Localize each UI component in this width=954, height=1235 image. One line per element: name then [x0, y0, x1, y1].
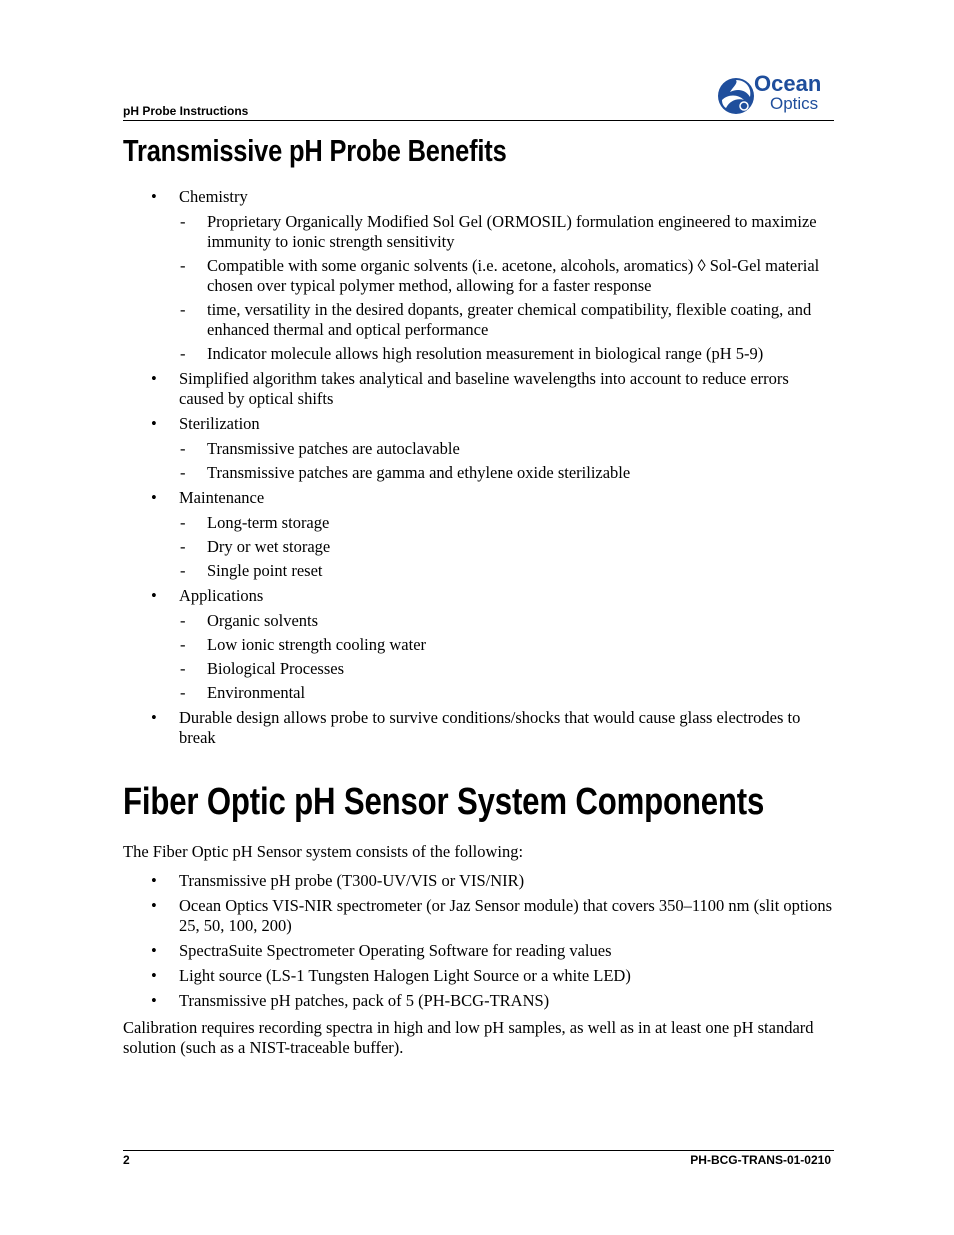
bullet-icon: •	[151, 187, 157, 206]
components-list	[123, 871, 834, 1016]
list-item-text: Ocean Optics VIS-NIR spectrometer (or Jaz Sensor module) that covers 350–1100 nm (slit options 25, 50, 100, 200)	[179, 896, 832, 935]
dash-icon: -	[180, 212, 186, 231]
sub-list	[179, 611, 834, 703]
benefits-list	[123, 187, 834, 753]
bullet-icon: •	[151, 488, 157, 507]
sub-list-item	[179, 300, 834, 340]
logo-line1: Ocean	[754, 71, 822, 96]
bullet-icon: •	[151, 871, 157, 890]
bullet-icon: •	[151, 586, 157, 605]
header-rule	[123, 120, 834, 121]
sub-list-item	[179, 537, 834, 557]
list-item	[123, 414, 834, 483]
bullet-icon: •	[151, 896, 157, 915]
list-item-text: Transmissive pH probe (T300-UV/VIS or VIS/NIR)	[179, 871, 525, 890]
dash-icon: -	[180, 256, 186, 275]
list-item	[123, 369, 834, 409]
sub-list-item	[179, 256, 834, 296]
dash-icon: -	[180, 611, 186, 630]
sub-list-item-text: Proprietary Organically Modified Sol Gel (ORMOSIL) formulation engineered to maximize immunity to ionic strength sensitivity	[207, 212, 817, 251]
list-item	[123, 708, 834, 748]
sub-list-item	[179, 513, 834, 533]
running-header: pH Probe Instructions	[123, 104, 249, 118]
dash-icon: -	[180, 439, 186, 458]
sub-list-item	[179, 683, 834, 703]
list-item-text: Sterilization	[179, 414, 260, 433]
sub-list-item-text: Low ionic strength cooling water	[207, 635, 427, 654]
sub-list	[179, 212, 834, 364]
components-intro: The Fiber Optic pH Sensor system consists of the following:	[123, 842, 524, 861]
list-item	[123, 991, 834, 1011]
dash-icon: -	[180, 635, 186, 654]
dash-icon: -	[180, 344, 186, 363]
list-item-text: Durable design allows probe to survive conditions/shocks that would cause glass electrodes to break	[179, 708, 801, 747]
list-item-text: Light source (LS-1 Tungsten Halogen Light Source or a white LED)	[179, 966, 631, 985]
list-item	[123, 488, 834, 581]
wave-icon	[718, 78, 754, 114]
sub-list-item-text: Transmissive patches are gamma and ethylene oxide sterilizable	[207, 463, 631, 482]
bullet-icon: •	[151, 414, 157, 433]
sub-list-item	[179, 439, 834, 459]
list-item	[123, 871, 834, 891]
list-item-text: Transmissive pH patches, pack of 5 (PH-BCG-TRANS)	[179, 991, 550, 1010]
list-item-text: SpectraSuite Spectrometer Operating Software for reading values	[179, 941, 612, 960]
sub-list-item	[179, 463, 834, 483]
list-item	[123, 966, 834, 986]
sub-list-item	[179, 635, 834, 655]
footer-rule	[123, 1150, 834, 1151]
logo-line2: Optics	[770, 94, 819, 113]
list-item	[123, 586, 834, 703]
bullet-icon: •	[151, 966, 157, 985]
sub-list-item	[179, 659, 834, 679]
sub-list-item-text: Compatible with some organic solvents (i.e. acetone, alcohols, aromatics) ◊ Sol-Gel material chosen over typical polymer method, allowing for a faster response	[207, 256, 820, 295]
calibration-paragraph: Calibration requires recording spectra in high and low pH samples, as well as in at least one pH standard solution (such as a NIST-traceable buffer).	[123, 1018, 814, 1057]
list-item-text: Chemistry	[179, 187, 248, 206]
section-title-benefits: Transmissive pH Probe Benefits	[123, 133, 507, 168]
sub-list-item	[179, 561, 834, 581]
bullet-icon: •	[151, 991, 157, 1010]
bullet-icon: •	[151, 708, 157, 727]
list-item	[123, 896, 834, 936]
dash-icon: -	[180, 683, 186, 702]
sub-list-item	[179, 344, 834, 364]
sub-list-item-text: Dry or wet storage	[207, 537, 331, 556]
dash-icon: -	[180, 513, 186, 532]
sub-list-item-text: Environmental	[207, 683, 306, 702]
list-item	[123, 941, 834, 961]
sub-list-item	[179, 212, 834, 252]
sub-list-item-text: time, versatility in the desired dopants, greater chemical compatibility, flexible coating, and enhanced thermal and optical performance	[207, 300, 812, 339]
sub-list-item	[179, 611, 834, 631]
sub-list	[179, 513, 834, 581]
list-item-text: Applications	[179, 586, 264, 605]
dash-icon: -	[180, 537, 186, 556]
list-item-text: Simplified algorithm takes analytical and baseline wavelengths into account to reduce errors caused by optical shifts	[179, 369, 789, 408]
section-title-components: Fiber Optic pH Sensor System Components	[123, 781, 765, 823]
sub-list-item-text: Indicator molecule allows high resolution measurement in biological range (pH 5-9)	[207, 344, 764, 363]
document-id: PH-BCG-TRANS-01-0210	[690, 1153, 831, 1167]
bullet-icon: •	[151, 369, 157, 388]
sub-list-item-text: Biological Processes	[207, 659, 345, 678]
page-number: 2	[123, 1153, 130, 1167]
sub-list-item-text: Long-term storage	[207, 513, 330, 532]
list-item	[123, 187, 834, 364]
sub-list-item-text: Transmissive patches are autoclavable	[207, 439, 460, 458]
dash-icon: -	[180, 659, 186, 678]
sub-list-item-text: Organic solvents	[207, 611, 319, 630]
sub-list-item-text: Single point reset	[207, 561, 323, 580]
dash-icon: -	[180, 463, 186, 482]
sub-list	[179, 439, 834, 483]
dash-icon: -	[180, 561, 186, 580]
bullet-icon: •	[151, 941, 157, 960]
list-item-text: Maintenance	[179, 488, 265, 507]
ocean-optics-logo	[716, 70, 834, 116]
dash-icon: -	[180, 300, 186, 319]
